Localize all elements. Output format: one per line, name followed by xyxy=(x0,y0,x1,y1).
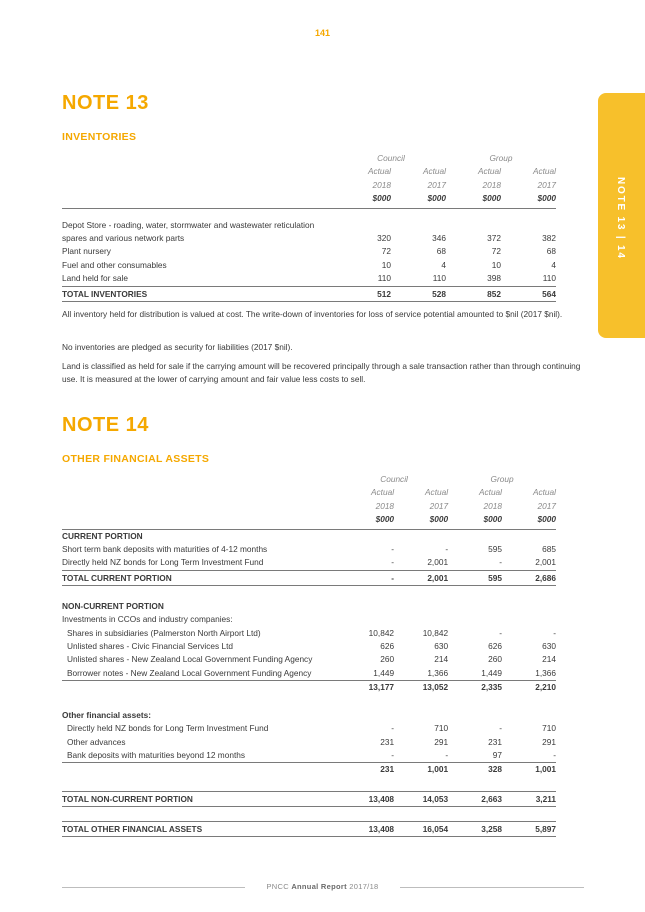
cell-value: 685 xyxy=(542,544,556,555)
col-header-currency: $000 xyxy=(446,192,501,208)
section-heading-row xyxy=(62,709,556,722)
note-14-title: NOTE 14 xyxy=(62,414,149,436)
total-label: TOTAL INVENTORIES xyxy=(62,286,336,301)
grand-total-row xyxy=(62,821,556,836)
footer-report: Annual Report xyxy=(291,882,347,891)
cell-value: 1,449 xyxy=(481,667,503,678)
table-row xyxy=(62,219,556,232)
cell-value: 320 xyxy=(377,233,391,244)
cell-value: 2,001 xyxy=(535,557,556,568)
col-header-year: 2018 xyxy=(482,179,501,190)
cell-value: 231 xyxy=(380,736,395,747)
col-header-currency: $000 xyxy=(394,513,448,529)
cell-value: - xyxy=(553,627,556,638)
total-value: 564 xyxy=(501,286,556,301)
cell-value: 630 xyxy=(434,641,449,652)
section-heading-row xyxy=(62,600,556,613)
cell-value: 10 xyxy=(381,259,391,270)
col-header-currency: $000 xyxy=(448,513,502,529)
council-group-label: Council xyxy=(380,474,408,484)
row-label: Shares in subsidiaries (Palmerston North Airport Ltd) xyxy=(67,627,261,638)
cell-value: 4 xyxy=(551,259,556,270)
cell-value: 68 xyxy=(546,246,556,257)
total-value: 13,408 xyxy=(340,791,394,806)
total-label: TOTAL OTHER FINANCIAL ASSETS xyxy=(62,821,340,836)
col-header-year: 2017 xyxy=(537,500,556,511)
row-label: Directly held NZ bonds for Long Term Investment Fund xyxy=(67,723,269,734)
current-portion-heading: CURRENT PORTION xyxy=(62,530,143,541)
subtotal-value: 2,335 xyxy=(448,681,502,695)
cell-value: 626 xyxy=(380,641,395,652)
col-header-actual: Actual xyxy=(425,487,449,498)
cell-value: - xyxy=(391,544,395,555)
note-13-title: NOTE 13 xyxy=(62,92,149,114)
cell-value: 626 xyxy=(488,641,503,652)
cell-value: 291 xyxy=(434,736,449,747)
section-heading-row xyxy=(62,529,556,543)
cell-value: - xyxy=(499,627,503,638)
subtotal-value: 13,052 xyxy=(394,681,448,695)
cell-value: - xyxy=(445,749,449,760)
subtotal-value: 2,210 xyxy=(502,681,556,695)
cell-value: 398 xyxy=(487,273,501,284)
total-row xyxy=(62,286,556,301)
table-row xyxy=(62,749,556,763)
table-row xyxy=(62,667,556,681)
page-number: 141 xyxy=(314,28,331,38)
total-value: 3,258 xyxy=(448,821,502,836)
cell-value: 10,842 xyxy=(422,627,449,638)
col-header-actual: Actual xyxy=(477,166,501,177)
total-value: 13,408 xyxy=(340,821,394,836)
subtotal-value: 1,001 xyxy=(394,763,448,777)
cell-value: - xyxy=(391,723,395,734)
row-label: Land held for sale xyxy=(62,273,128,284)
cell-value: 1,366 xyxy=(535,667,556,678)
col-header-actual: Actual xyxy=(532,487,556,498)
total-value: 2,686 xyxy=(502,570,556,585)
group-group-label: Group xyxy=(490,474,514,484)
col-header-actual: Actual xyxy=(367,166,391,177)
total-label: TOTAL NON-CURRENT PORTION xyxy=(62,791,340,806)
col-header-currency: $000 xyxy=(501,192,556,208)
col-header-year: 2017 xyxy=(429,500,449,511)
cell-value: 382 xyxy=(542,233,556,244)
subtotal-value: 13,177 xyxy=(340,681,394,695)
col-header-actual: Actual xyxy=(532,166,556,177)
table-row xyxy=(62,245,556,258)
col-header-year: 2018 xyxy=(483,500,503,511)
footer xyxy=(0,882,645,891)
table-row xyxy=(62,736,556,749)
total-value: - xyxy=(340,570,394,585)
cell-value: 2,001 xyxy=(427,557,449,568)
table-row xyxy=(62,613,556,626)
cell-value: 97 xyxy=(492,749,503,760)
total-row xyxy=(62,791,556,806)
col-header-actual: Actual xyxy=(422,166,446,177)
cell-value: - xyxy=(499,723,503,734)
total-value: 528 xyxy=(391,286,446,301)
total-value: 14,053 xyxy=(394,791,448,806)
row-label: Unlisted shares - New Zealand Local Government Funding Agency xyxy=(67,654,313,665)
cell-value: 68 xyxy=(436,246,446,257)
cell-value: 72 xyxy=(491,246,501,257)
council-group-label: Council xyxy=(377,153,405,163)
cell-value: 1,449 xyxy=(373,667,395,678)
cell-value: 710 xyxy=(434,723,449,734)
total-value: 595 xyxy=(448,570,502,585)
cell-value: 110 xyxy=(542,273,556,284)
noncurrent-portion-heading: NON-CURRENT PORTION xyxy=(62,600,164,611)
inventories-table xyxy=(62,152,556,302)
row-label: Other advances xyxy=(67,736,126,747)
table-row xyxy=(62,556,556,570)
col-header-currency: $000 xyxy=(340,513,394,529)
table-row xyxy=(62,627,556,640)
total-value: 5,897 xyxy=(502,821,556,836)
table-row xyxy=(62,722,556,735)
footer-org: PNCC xyxy=(266,882,289,891)
cell-value: 110 xyxy=(377,273,391,284)
cell-value: 260 xyxy=(488,654,503,665)
table-row xyxy=(62,543,556,556)
cell-value: 4 xyxy=(441,259,446,270)
total-value: 16,054 xyxy=(394,821,448,836)
row-label: Bank deposits with maturities beyond 12 months xyxy=(67,749,246,760)
cell-value: - xyxy=(553,749,556,760)
cell-value: 10 xyxy=(491,259,501,270)
cell-value: - xyxy=(391,557,395,568)
total-label: TOTAL CURRENT PORTION xyxy=(62,570,340,585)
cell-value: - xyxy=(391,749,395,760)
row-label: Short term bank deposits with maturities of 4-12 months xyxy=(62,544,268,555)
col-header-year: 2018 xyxy=(372,179,391,190)
cell-value: 10,842 xyxy=(368,627,395,638)
total-value: 2,001 xyxy=(394,570,448,585)
col-header-currency: $000 xyxy=(336,192,391,208)
paragraph: No inventories are pledged as security for liabilities (2017 $nil). xyxy=(62,342,293,352)
cell-value: 291 xyxy=(542,736,556,747)
subtotal-row xyxy=(62,763,556,777)
col-header-year: 2018 xyxy=(375,500,395,511)
total-row xyxy=(62,570,556,585)
total-value: 852 xyxy=(446,286,501,301)
col-header-year: 2017 xyxy=(427,179,446,190)
inventories-heading: INVENTORIES xyxy=(62,131,137,143)
row-label: Depot Store - roading, water, stormwater and wastewater reticulation xyxy=(62,219,315,230)
table-row xyxy=(62,259,556,272)
subtotal-row xyxy=(62,681,556,695)
cell-value: 595 xyxy=(488,544,503,555)
cell-value: - xyxy=(445,544,449,555)
row-label: spares and various network parts xyxy=(62,233,185,244)
cell-value: 372 xyxy=(487,233,501,244)
table-row xyxy=(62,232,556,245)
other-assets-heading: Other financial assets: xyxy=(62,709,151,720)
total-value: 512 xyxy=(336,286,391,301)
subtotal-value: 1,001 xyxy=(502,763,556,777)
subtotal-value: 231 xyxy=(340,763,394,777)
table-row xyxy=(62,272,556,286)
subtotal-value: 328 xyxy=(448,763,502,777)
row-label: Unlisted shares - Civic Financial Services Ltd xyxy=(67,641,233,652)
row-label: Borrower notes - New Zealand Local Government Funding Agency xyxy=(67,667,312,678)
side-tab xyxy=(598,93,645,338)
group-group-label: Group xyxy=(489,153,513,163)
col-header-currency: $000 xyxy=(502,513,556,529)
paragraph: All inventory held for distribution is valued at cost. The write-down of inventories for loss of service potential amounted to $nil (2017 $nil). xyxy=(62,309,563,319)
col-header-actual: Actual xyxy=(478,487,503,498)
cell-value: 1,366 xyxy=(427,667,449,678)
cell-value: 110 xyxy=(432,273,446,284)
col-header-actual: Actual xyxy=(371,487,395,498)
col-header-year: 2017 xyxy=(537,179,556,190)
side-tab-label: NOTE 13 | 14 xyxy=(615,177,626,260)
cell-value: 630 xyxy=(542,641,556,652)
cell-value: - xyxy=(499,557,503,568)
row-label: Directly held NZ bonds for Long Term Investment Fund xyxy=(62,557,264,568)
row-label: Fuel and other consumables xyxy=(62,259,167,270)
other-financial-assets-heading: OTHER FINANCIAL ASSETS xyxy=(62,453,210,465)
table-row xyxy=(62,653,556,666)
table-row xyxy=(62,640,556,653)
col-header-currency: $000 xyxy=(391,192,446,208)
financial-assets-table xyxy=(62,473,556,837)
footer-year: 2017/18 xyxy=(349,882,379,891)
row-label: Investments in CCOs and industry companies: xyxy=(62,614,233,625)
cell-value: 231 xyxy=(488,736,503,747)
paragraph: Land is classified as held for sale if the carrying amount will be recovered principally through a sale transaction rather than through continuing use. It is measured at the lower of carrying amount and fair value less costs to sell. xyxy=(62,361,581,384)
cell-value: 260 xyxy=(380,654,395,665)
cell-value: 346 xyxy=(432,233,446,244)
total-value: 2,663 xyxy=(448,791,502,806)
cell-value: 214 xyxy=(434,654,449,665)
cell-value: 214 xyxy=(542,654,556,665)
cell-value: 72 xyxy=(381,246,391,257)
row-label: Plant nursery xyxy=(62,246,111,257)
cell-value: 710 xyxy=(542,723,556,734)
total-value: 3,211 xyxy=(502,791,556,806)
